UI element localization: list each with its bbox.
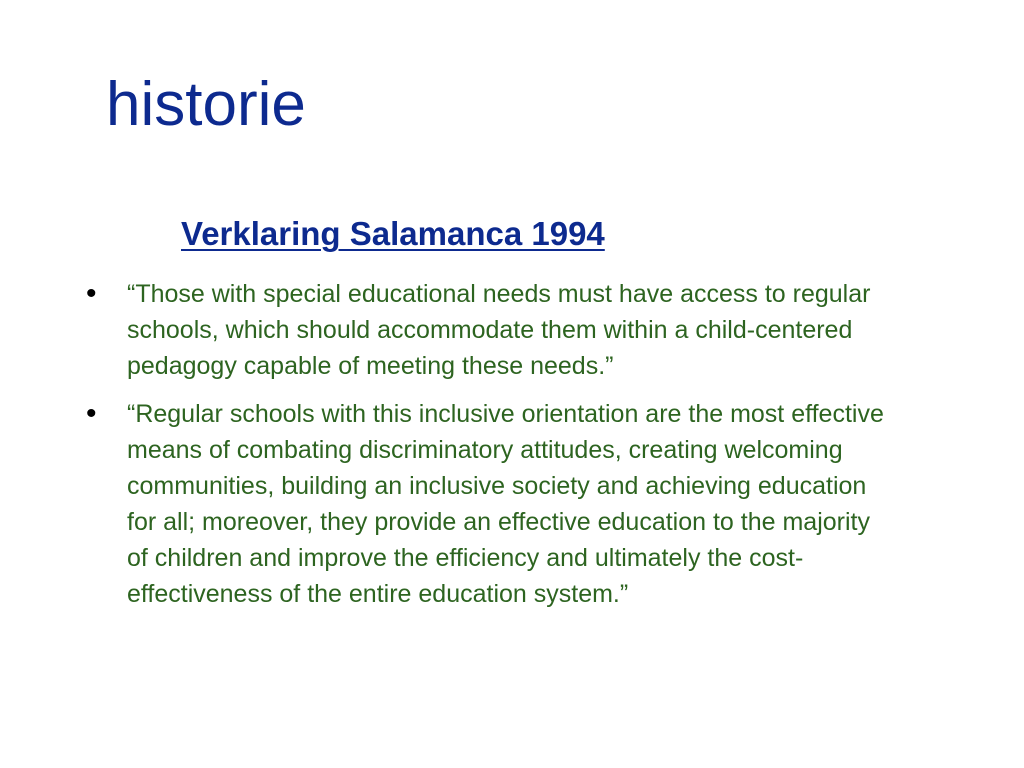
slide-title: historie <box>106 70 306 139</box>
bullet-icon: • <box>86 397 97 430</box>
bullet-item <box>86 396 886 612</box>
bullet-icon: • <box>86 277 97 310</box>
slide-subtitle: Verklaring Salamanca 1994 <box>181 215 605 252</box>
bullet-text: “Those with special educational needs must have access to regular schools, which should accommodate them within a child-centered pedagogy capable of meeting these needs.” <box>127 280 871 380</box>
bullet-list <box>86 276 886 624</box>
bullet-text: “Regular schools with this inclusive orientation are the most effective means of combating discriminatory attitudes, creating welcoming communities, building an inclusive society and achieving education for all; moreover, they provide an effective education to the majority of children and improve the efficiency and ultimately the cost-effectiveness of the entire education system.” <box>127 400 884 608</box>
bullet-item <box>86 276 886 384</box>
